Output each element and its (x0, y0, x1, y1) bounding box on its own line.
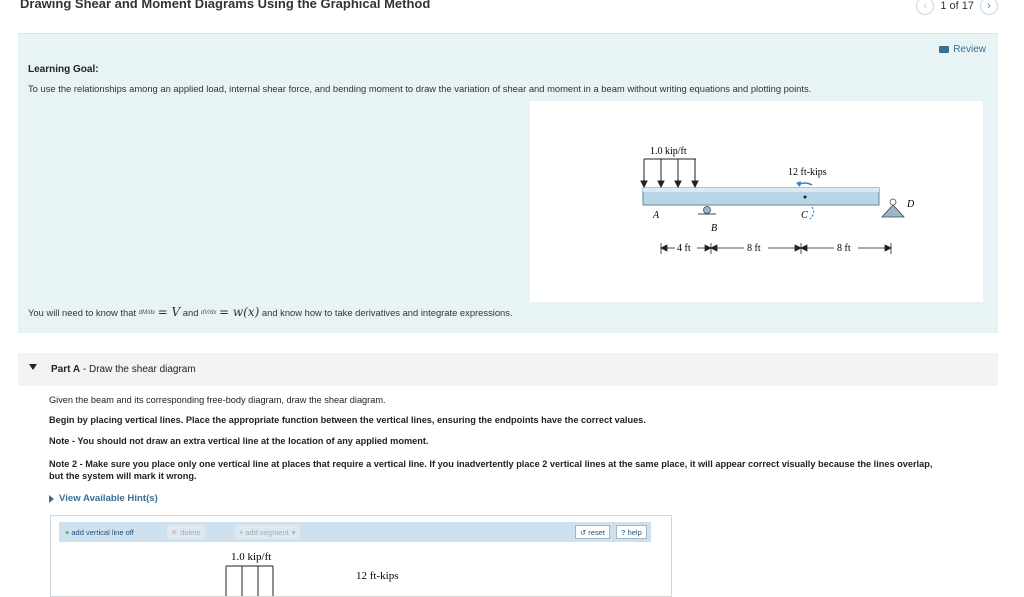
pager-label: 1 of 17 (940, 0, 974, 12)
part-a-prefix: Part A (51, 364, 81, 375)
collapse-caret-icon[interactable] (29, 364, 37, 370)
help-button[interactable] (616, 525, 647, 539)
moment-arrow-tail (810, 207, 814, 219)
instruction-3: Note - You should not draw an extra vertical line at the location of any applied moment. (49, 436, 429, 446)
add-segment-label: add segment (245, 527, 289, 537)
expand-caret-icon (49, 495, 54, 503)
chevron-down-icon: ▾ (291, 527, 296, 537)
add-vertical-line-button[interactable] (61, 525, 138, 539)
pager (916, 0, 998, 15)
help-icon: ? (621, 527, 626, 537)
dimension-line (661, 243, 891, 254)
roller-b (704, 207, 711, 214)
dm-dx: dM/dx (138, 310, 156, 316)
tool-beam-preview (51, 544, 671, 596)
reset-icon: ↺ (580, 527, 587, 537)
instruction-4a: Note 2 - Make sure you place only one vertical line at places that require a vertical line. If you inadvertently place 2 vertical lines at the same place, it will appear correct visually because the lines overlap, (49, 459, 933, 469)
eq-v: = V (157, 305, 181, 319)
beam-figure (530, 101, 983, 302)
add-vertical-label: add vertical line off (71, 527, 134, 537)
book-icon (939, 46, 949, 53)
delete-label: delete (180, 527, 201, 537)
instruction-4b: but the system will mark it wrong. (49, 471, 197, 481)
load-arrows (641, 159, 698, 187)
tool-load-arrows (226, 566, 273, 596)
instruction-1: Given the beam and its corresponding free-body diagram, draw the shear diagram. (49, 395, 386, 405)
add-segment-button[interactable] (235, 525, 300, 539)
point-d-label: D (907, 199, 915, 210)
part-a-title (51, 364, 196, 375)
moment-label: 12 ft-kips (788, 167, 827, 178)
dim-2-label: 8 ft (747, 243, 761, 254)
part-a-header[interactable] (18, 353, 998, 386)
pin-d (882, 205, 904, 217)
view-hints-link[interactable] (49, 493, 158, 504)
review-link[interactable] (939, 44, 986, 55)
prerequisite-text (28, 305, 513, 319)
dim-3-label: 8 ft (837, 243, 851, 254)
prereq-end: and know how to take derivatives and integrate expressions. (261, 307, 513, 318)
instruction-2: Begin by placing vertical lines. Place the appropriate function between the vertical lines, ensuring the endpoints have the correct values. (49, 415, 646, 425)
plus-icon: + (239, 527, 244, 537)
learning-goal-text: To use the relationships among an applied load, internal shear force, and bending moment to draw the variation of shear and moment in a beam without writing equations and plotting points. (28, 83, 812, 94)
eq-w: = w(x) (219, 305, 260, 319)
learning-goal-label: Learning Goal: (28, 64, 99, 75)
point-c-label: C (801, 210, 808, 221)
delete-button[interactable] (167, 525, 205, 539)
tool-toolbar (59, 522, 651, 542)
reset-label: reset (588, 527, 605, 537)
dv-dx: dV/dx (201, 310, 217, 316)
pin-d-joint (890, 199, 896, 205)
beam-diagram (530, 101, 983, 302)
tool-moment-label: 12 ft-kips (356, 570, 399, 582)
next-icon[interactable]: › (980, 0, 998, 15)
dim-1-label: 4 ft (677, 243, 691, 254)
moment-arrow-head (796, 181, 801, 187)
point-c-dot (804, 196, 807, 199)
load-label: 1.0 kip/ft (650, 146, 687, 157)
page-title: Drawing Shear and Moment Diagrams Using the Graphical Method (20, 0, 431, 11)
prereq-and: and (182, 307, 199, 318)
delete-icon: ✕ (171, 527, 178, 537)
part-a-subtitle: - Draw the shear diagram (80, 364, 196, 375)
point-a-label: A (653, 210, 660, 221)
help-label: help (627, 527, 642, 537)
beam-highlight (643, 188, 879, 192)
hints-label: View Available Hint(s) (59, 493, 158, 504)
plus-icon: + (65, 527, 70, 537)
shear-diagram-tool[interactable] (50, 515, 672, 597)
prereq-start: You will need to know that (28, 307, 137, 318)
point-b-label: B (711, 223, 718, 234)
review-label: Review (953, 44, 986, 55)
learning-goal-panel (18, 33, 998, 333)
prev-icon[interactable]: ‹ (916, 0, 934, 15)
reset-button[interactable] (575, 525, 610, 539)
tool-load-label: 1.0 kip/ft (231, 551, 272, 563)
